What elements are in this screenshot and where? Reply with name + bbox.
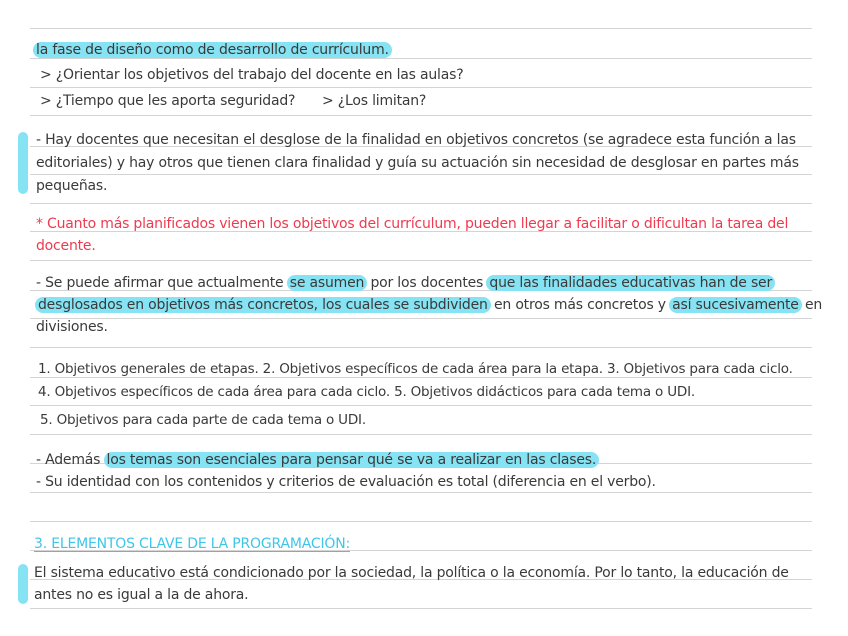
ruled-line <box>30 492 812 493</box>
highlighted-text: así sucesivamente <box>669 297 802 313</box>
ruled-line <box>30 87 812 88</box>
ruled-line <box>30 347 812 348</box>
list-line: 1. Objetivos generales de etapas. 2. Objetivos específicos de cada área para la etapa. 3. Objetivos para cada ciclo. <box>38 361 793 377</box>
list-line: 5. Objetivos para cada parte de cada tema o UDI. <box>40 412 366 428</box>
section-heading: 3. ELEMENTOS CLAVE DE LA PROGRAMACIÓN: <box>34 536 350 552</box>
highlighter-margin-mark <box>18 564 28 604</box>
paragraph-line <box>36 296 822 314</box>
ruled-line <box>30 521 812 522</box>
question-line: > ¿Tiempo que les aporta seguridad? <box>40 93 296 109</box>
paragraph-line: antes no es igual a la de ahora. <box>34 587 249 603</box>
highlighted-text: se asumen <box>287 275 367 291</box>
text-segment: - Además <box>36 452 101 468</box>
text-segment: por los docentes <box>370 275 484 291</box>
ruled-line <box>30 405 812 406</box>
important-note-line: * Cuanto más planificados vienen los objetivos del currículum, pueden llegar a facilitar o dificultan la tarea del <box>36 216 789 232</box>
text-segment: en otros más concretos y <box>493 297 666 313</box>
paragraph-line <box>36 274 774 292</box>
highlighted-text: los temas son esenciales para pensar qué se va a realizar en las clases. <box>104 452 600 468</box>
paragraph-line <box>36 451 598 469</box>
ruled-line <box>30 260 812 261</box>
ruled-line <box>30 608 812 609</box>
ruled-line <box>30 115 812 116</box>
paragraph-line: El sistema educativo está condicionado por la sociedad, la política o la economía. Por lo tanto, la educación de <box>34 565 789 581</box>
ruled-line <box>30 174 812 175</box>
important-note-line: docente. <box>36 238 96 254</box>
paragraph-line: - Su identidad con los contenidos y criterios de evaluación es total (diferencia en el verbo). <box>36 474 656 490</box>
highlighter-margin-mark <box>18 132 28 194</box>
paragraph-line: pequeñas. <box>36 178 108 194</box>
text-segment: - Se puede afirmar que actualmente <box>36 275 284 291</box>
highlighted-text: que las finalidades educativas han de ser <box>486 275 775 291</box>
list-line: 4. Objetivos específicos de cada área para cada ciclo. 5. Objetivos didácticos para cada tema o UDI. <box>38 384 695 400</box>
question-line: > ¿Orientar los objetivos del trabajo del docente en las aulas? <box>40 67 464 83</box>
paragraph-line: - Hay docentes que necesitan el desglose de la finalidad en objetivos concretos (se agradece esta función a las <box>36 132 796 148</box>
intro-line <box>34 41 391 59</box>
highlighted-text: la fase de diseño como de desarrollo de currículum. <box>33 42 392 58</box>
ruled-line <box>30 28 812 29</box>
ruled-line <box>30 318 812 319</box>
paragraph-line: divisiones. <box>36 319 108 335</box>
question-line: > ¿Los limitan? <box>322 93 427 109</box>
highlighted-text: desglosados en objetivos más concretos, los cuales se subdividen <box>35 297 491 313</box>
paragraph-line: editoriales) y hay otros que tienen clara finalidad y guía su actuación sin necesidad de desglosar en partes más <box>36 155 799 171</box>
ruled-line <box>30 203 812 204</box>
text-segment: en <box>804 297 823 313</box>
ruled-line <box>30 434 812 435</box>
